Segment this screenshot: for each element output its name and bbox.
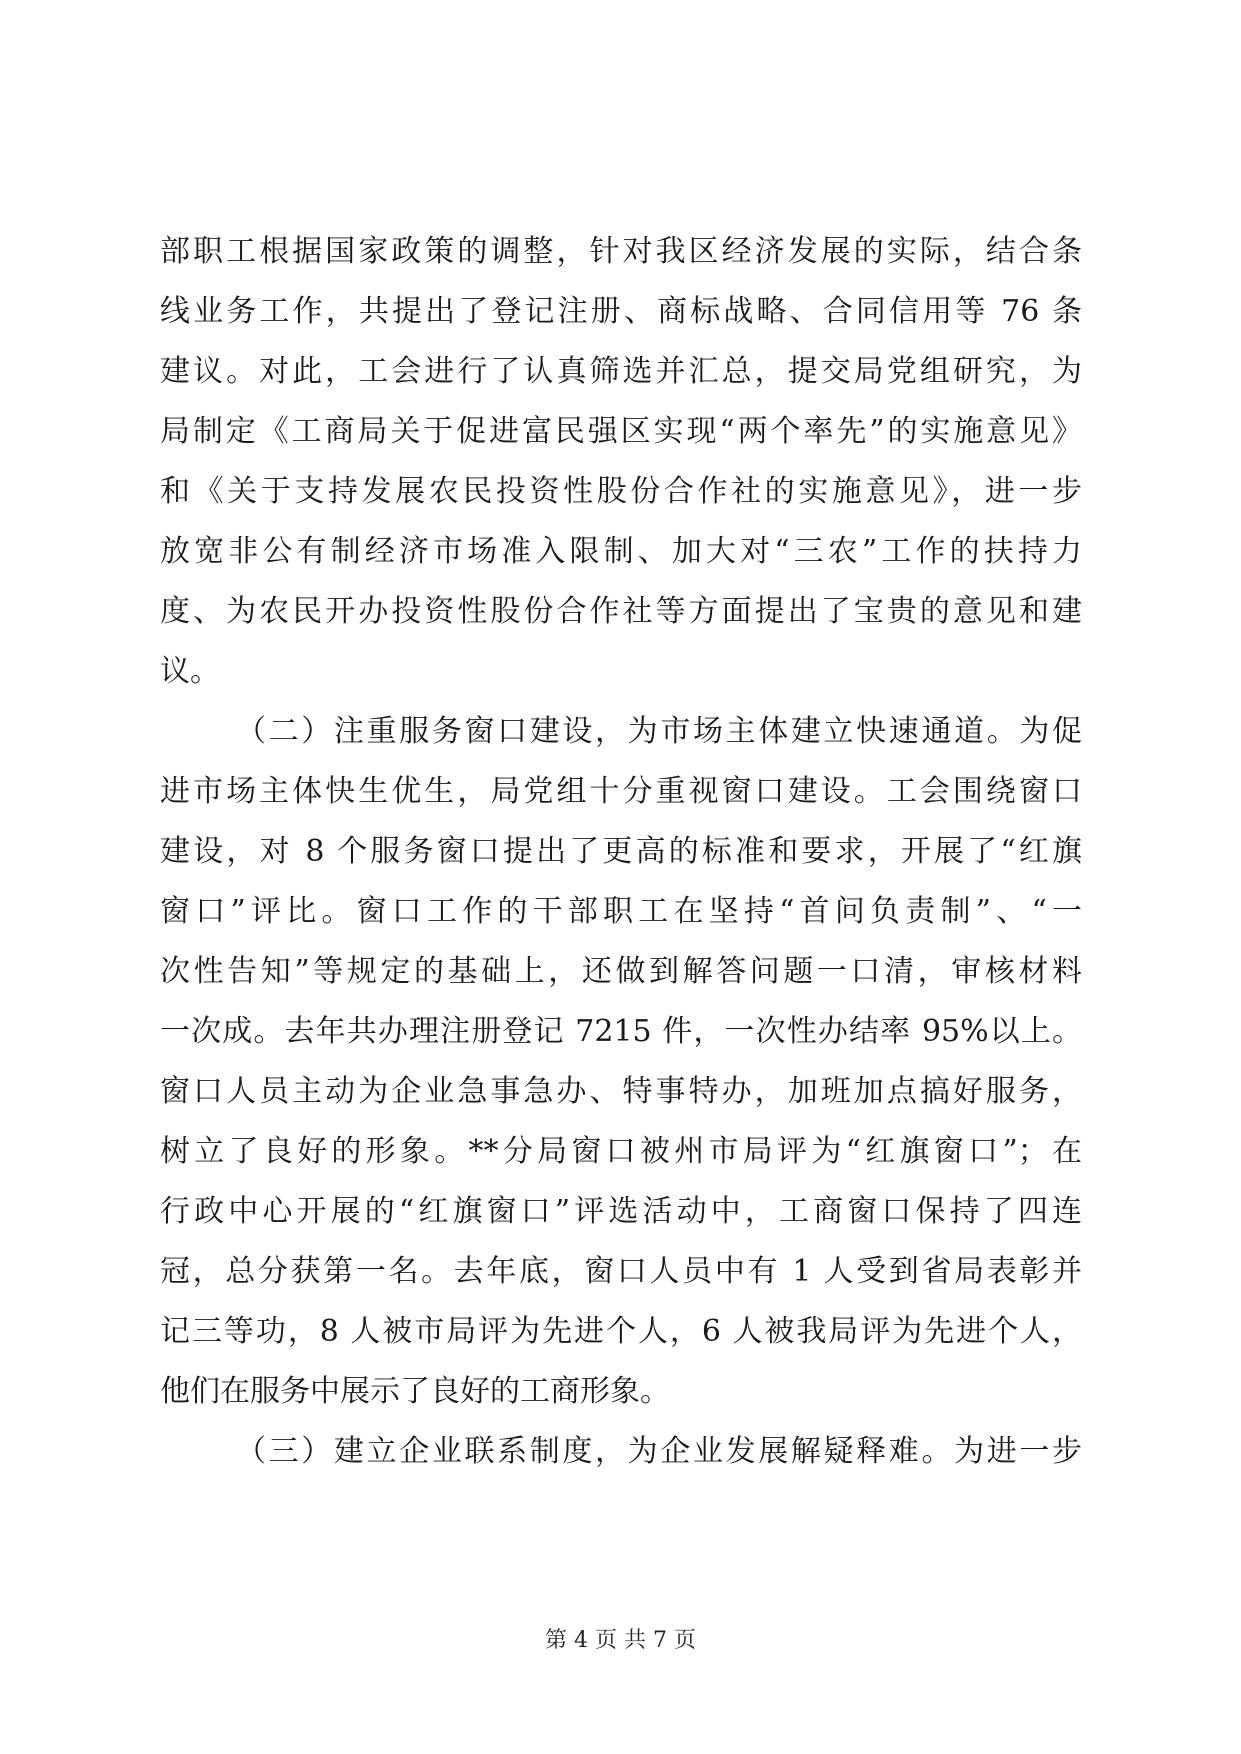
text-line-2: 线业务工作，共提出了登记注册、商标战略、合同信用等 76 条 (160, 294, 1082, 329)
text-line-3: 建议。对此，工会进行了认真筛选并汇总，提交局党组研究，为 (160, 354, 1082, 389)
text-line-8: 议。 (160, 654, 220, 689)
text-line-5: 和《关于支持发展农民投资性股份合作社的实施意见》，进一步 (160, 474, 1082, 509)
text-line-14: 一次成。去年共办理注册登记 7215 件，一次性办结率 95%以上。 (160, 1014, 1082, 1049)
text-line-20: 他们在服务中展示了良好的工商形象。 (160, 1374, 670, 1409)
text-line-7: 度、为农民开办投资性股份合作社等方面提出了宝贵的意见和建 (160, 594, 1082, 629)
text-line-21: （三）建立企业联系制度，为企业发展解疑释难。为进一步 (236, 1434, 1082, 1469)
text-line-9: （二）注重服务窗口建设，为市场主体建立快速通道。为促 (236, 714, 1082, 749)
text-line-17: 行政中心开展的“红旗窗口”评选活动中，工商窗口保持了四连 (160, 1194, 1082, 1229)
text-line-6: 放宽非公有制经济市场准入限制、加大对“三农”工作的扶持力 (160, 534, 1082, 569)
text-line-12: 窗口”评比。窗口工作的干部职工在坚持“首问负责制”、“一 (160, 894, 1082, 929)
page-footer (0, 1626, 1241, 1656)
text-line-1: 部职工根据国家政策的调整，针对我区经济发展的实际，结合条 (160, 234, 1082, 269)
text-line-10: 进市场主体快生优生，局党组十分重视窗口建设。工会围绕窗口 (160, 774, 1082, 809)
text-line-18: 冠，总分获第一名。去年底，窗口人员中有 1 人受到省局表彰并 (160, 1254, 1082, 1289)
text-line-19: 记三等功，8 人被市局评为先进个人，6 人被我局评为先进个人， (160, 1314, 1082, 1349)
page-number-label: 第 4 页 共 7 页 (545, 1628, 696, 1653)
text-line-15: 窗口人员主动为企业急事急办、特事特办，加班加点搞好服务， (160, 1074, 1082, 1109)
text-line-13: 次性告知”等规定的基础上，还做到解答问题一口清，审核材料 (160, 954, 1082, 989)
document-body (160, 222, 1082, 1482)
text-line-4: 局制定《工商局关于促进富民强区实现“两个率先”的实施意见》 (160, 414, 1082, 449)
text-line-11: 建设，对 8 个服务窗口提出了更高的标准和要求，开展了“红旗 (160, 834, 1082, 869)
text-line-16: 树立了良好的形象。**分局窗口被州市局评为“红旗窗口”；在 (160, 1134, 1082, 1169)
